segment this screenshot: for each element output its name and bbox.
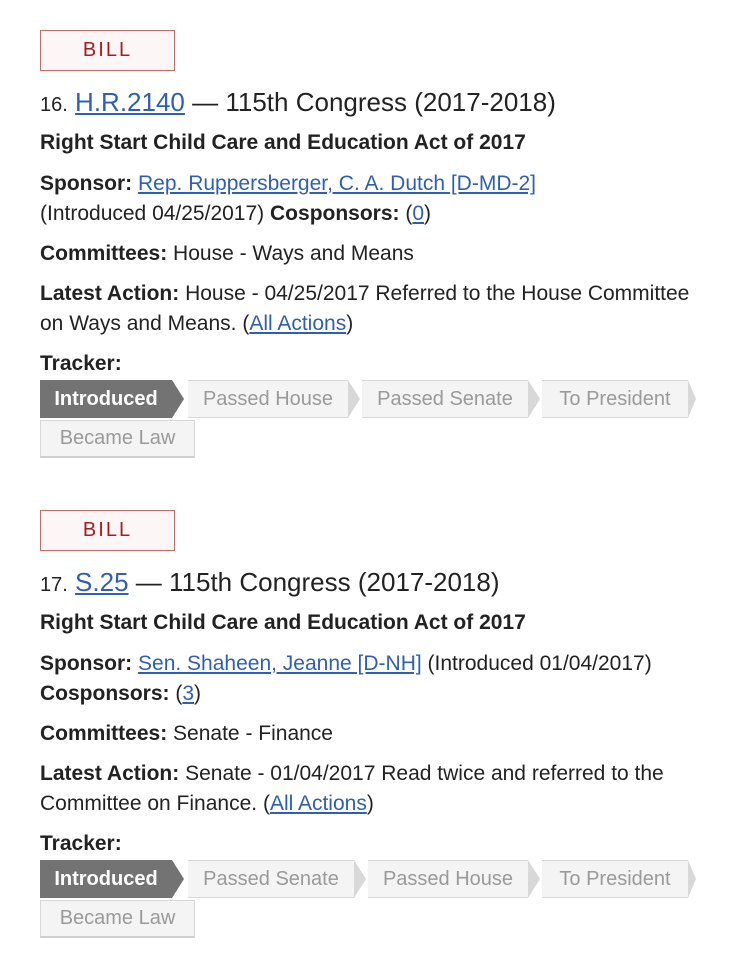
all-actions-link[interactable]: All Actions	[249, 312, 347, 335]
congress-label: — 115th Congress (2017-2018)	[135, 567, 500, 597]
sponsor-link[interactable]: Sen. Shaheen, Jeanne [D-NH]	[138, 652, 422, 675]
tracker-stage-passed-house: Passed House	[188, 380, 348, 418]
tracker-arrow-icon	[172, 380, 184, 418]
all-actions-link[interactable]: All Actions	[269, 792, 367, 815]
tracker-arrow-icon	[688, 380, 696, 418]
bill-type-badge: BILL	[40, 30, 175, 71]
tracker-arrow-icon	[348, 380, 360, 418]
status-tracker	[40, 860, 700, 940]
committees-label: Committees:	[40, 242, 168, 265]
bill-id-link[interactable]: H.R.2140	[75, 87, 185, 117]
bill-title: Right Start Child Care and Education Act of 2017	[40, 131, 526, 154]
sponsor-link[interactable]: Rep. Ruppersberger, C. A. Dutch [D-MD-2]	[138, 172, 537, 195]
cosponsors-count-link[interactable]: 0	[412, 202, 425, 225]
congress-label: — 115th Congress (2017-2018)	[192, 87, 556, 117]
tracker-stage-passed-senate: Passed Senate	[188, 860, 354, 898]
latest-action-label: Latest Action:	[40, 282, 180, 305]
result-number: 17.	[40, 574, 68, 596]
cosponsors-count-link[interactable]: 3	[182, 682, 195, 705]
sponsor-label: Sponsor:	[40, 172, 133, 195]
tracker-stage-introduced: Introduced	[40, 380, 172, 418]
tracker-arrow-icon	[172, 860, 184, 898]
tracker-arrow-icon	[688, 860, 696, 898]
bill-type-badge: BILL	[40, 510, 175, 551]
tracker-stage-to-president: To President	[542, 860, 688, 898]
committees-value: House - Ways and Means	[173, 242, 414, 265]
latest-action-text: House - 04/25/2017 Referred to the House Committee on Ways and Means.	[40, 282, 690, 335]
committees-info	[40, 239, 700, 269]
result-heading	[40, 84, 556, 123]
tracker-label: Tracker:	[40, 352, 122, 375]
tracker-stage-became-law: Became Law	[40, 420, 195, 458]
sponsor-label: Sponsor:	[40, 652, 133, 675]
committees-label: Committees:	[40, 722, 168, 745]
committees-info	[40, 719, 700, 749]
cosponsors-label: Cosponsors:	[40, 682, 170, 705]
introduced-date: (Introduced 04/25/2017)	[40, 202, 265, 225]
sponsor-info: Sponsor: Rep. Ruppersberger, C. A. Dutch [D-MD-2] (Introduced 04/25/2017) Cosponsors: (0)	[40, 172, 537, 225]
latest-action-label: Latest Action:	[40, 762, 180, 785]
tracker-stage-passed-senate: Passed Senate	[362, 380, 528, 418]
tracker-label: Tracker:	[40, 832, 122, 855]
introduced-date: (Introduced 01/04/2017)	[427, 652, 652, 675]
tracker-stage-passed-house: Passed House	[368, 860, 528, 898]
cosponsors-label: Cosponsors:	[270, 202, 400, 225]
result-heading	[40, 564, 500, 603]
tracker-arrow-icon	[528, 380, 540, 418]
tracker-stage-to-president: To President	[542, 380, 688, 418]
bill-title: Right Start Child Care and Education Act of 2017	[40, 611, 526, 634]
result-number: 16.	[40, 94, 68, 116]
committees-value: Senate - Finance	[173, 722, 333, 745]
latest-action-text: Senate - 01/04/2017 Read twice and referred to the Committee on Finance.	[40, 762, 664, 815]
latest-action-info: Latest Action: House - 04/25/2017 Referred to the House Committee on Ways and Means. (All Actions)	[40, 282, 690, 335]
tracker-arrow-icon	[528, 860, 540, 898]
latest-action-info: Latest Action: Senate - 01/04/2017 Read twice and referred to the Committee on Finance. (All Actions)	[40, 762, 664, 815]
bill-id-link[interactable]: S.25	[75, 567, 129, 597]
tracker-arrow-icon	[354, 860, 366, 898]
sponsor-info: Sponsor: Sen. Shaheen, Jeanne [D-NH] (Introduced 01/04/2017) Cosponsors: (3)	[40, 652, 652, 705]
tracker-stage-became-law: Became Law	[40, 900, 195, 938]
tracker-stage-introduced: Introduced	[40, 860, 172, 898]
status-tracker	[40, 380, 700, 460]
